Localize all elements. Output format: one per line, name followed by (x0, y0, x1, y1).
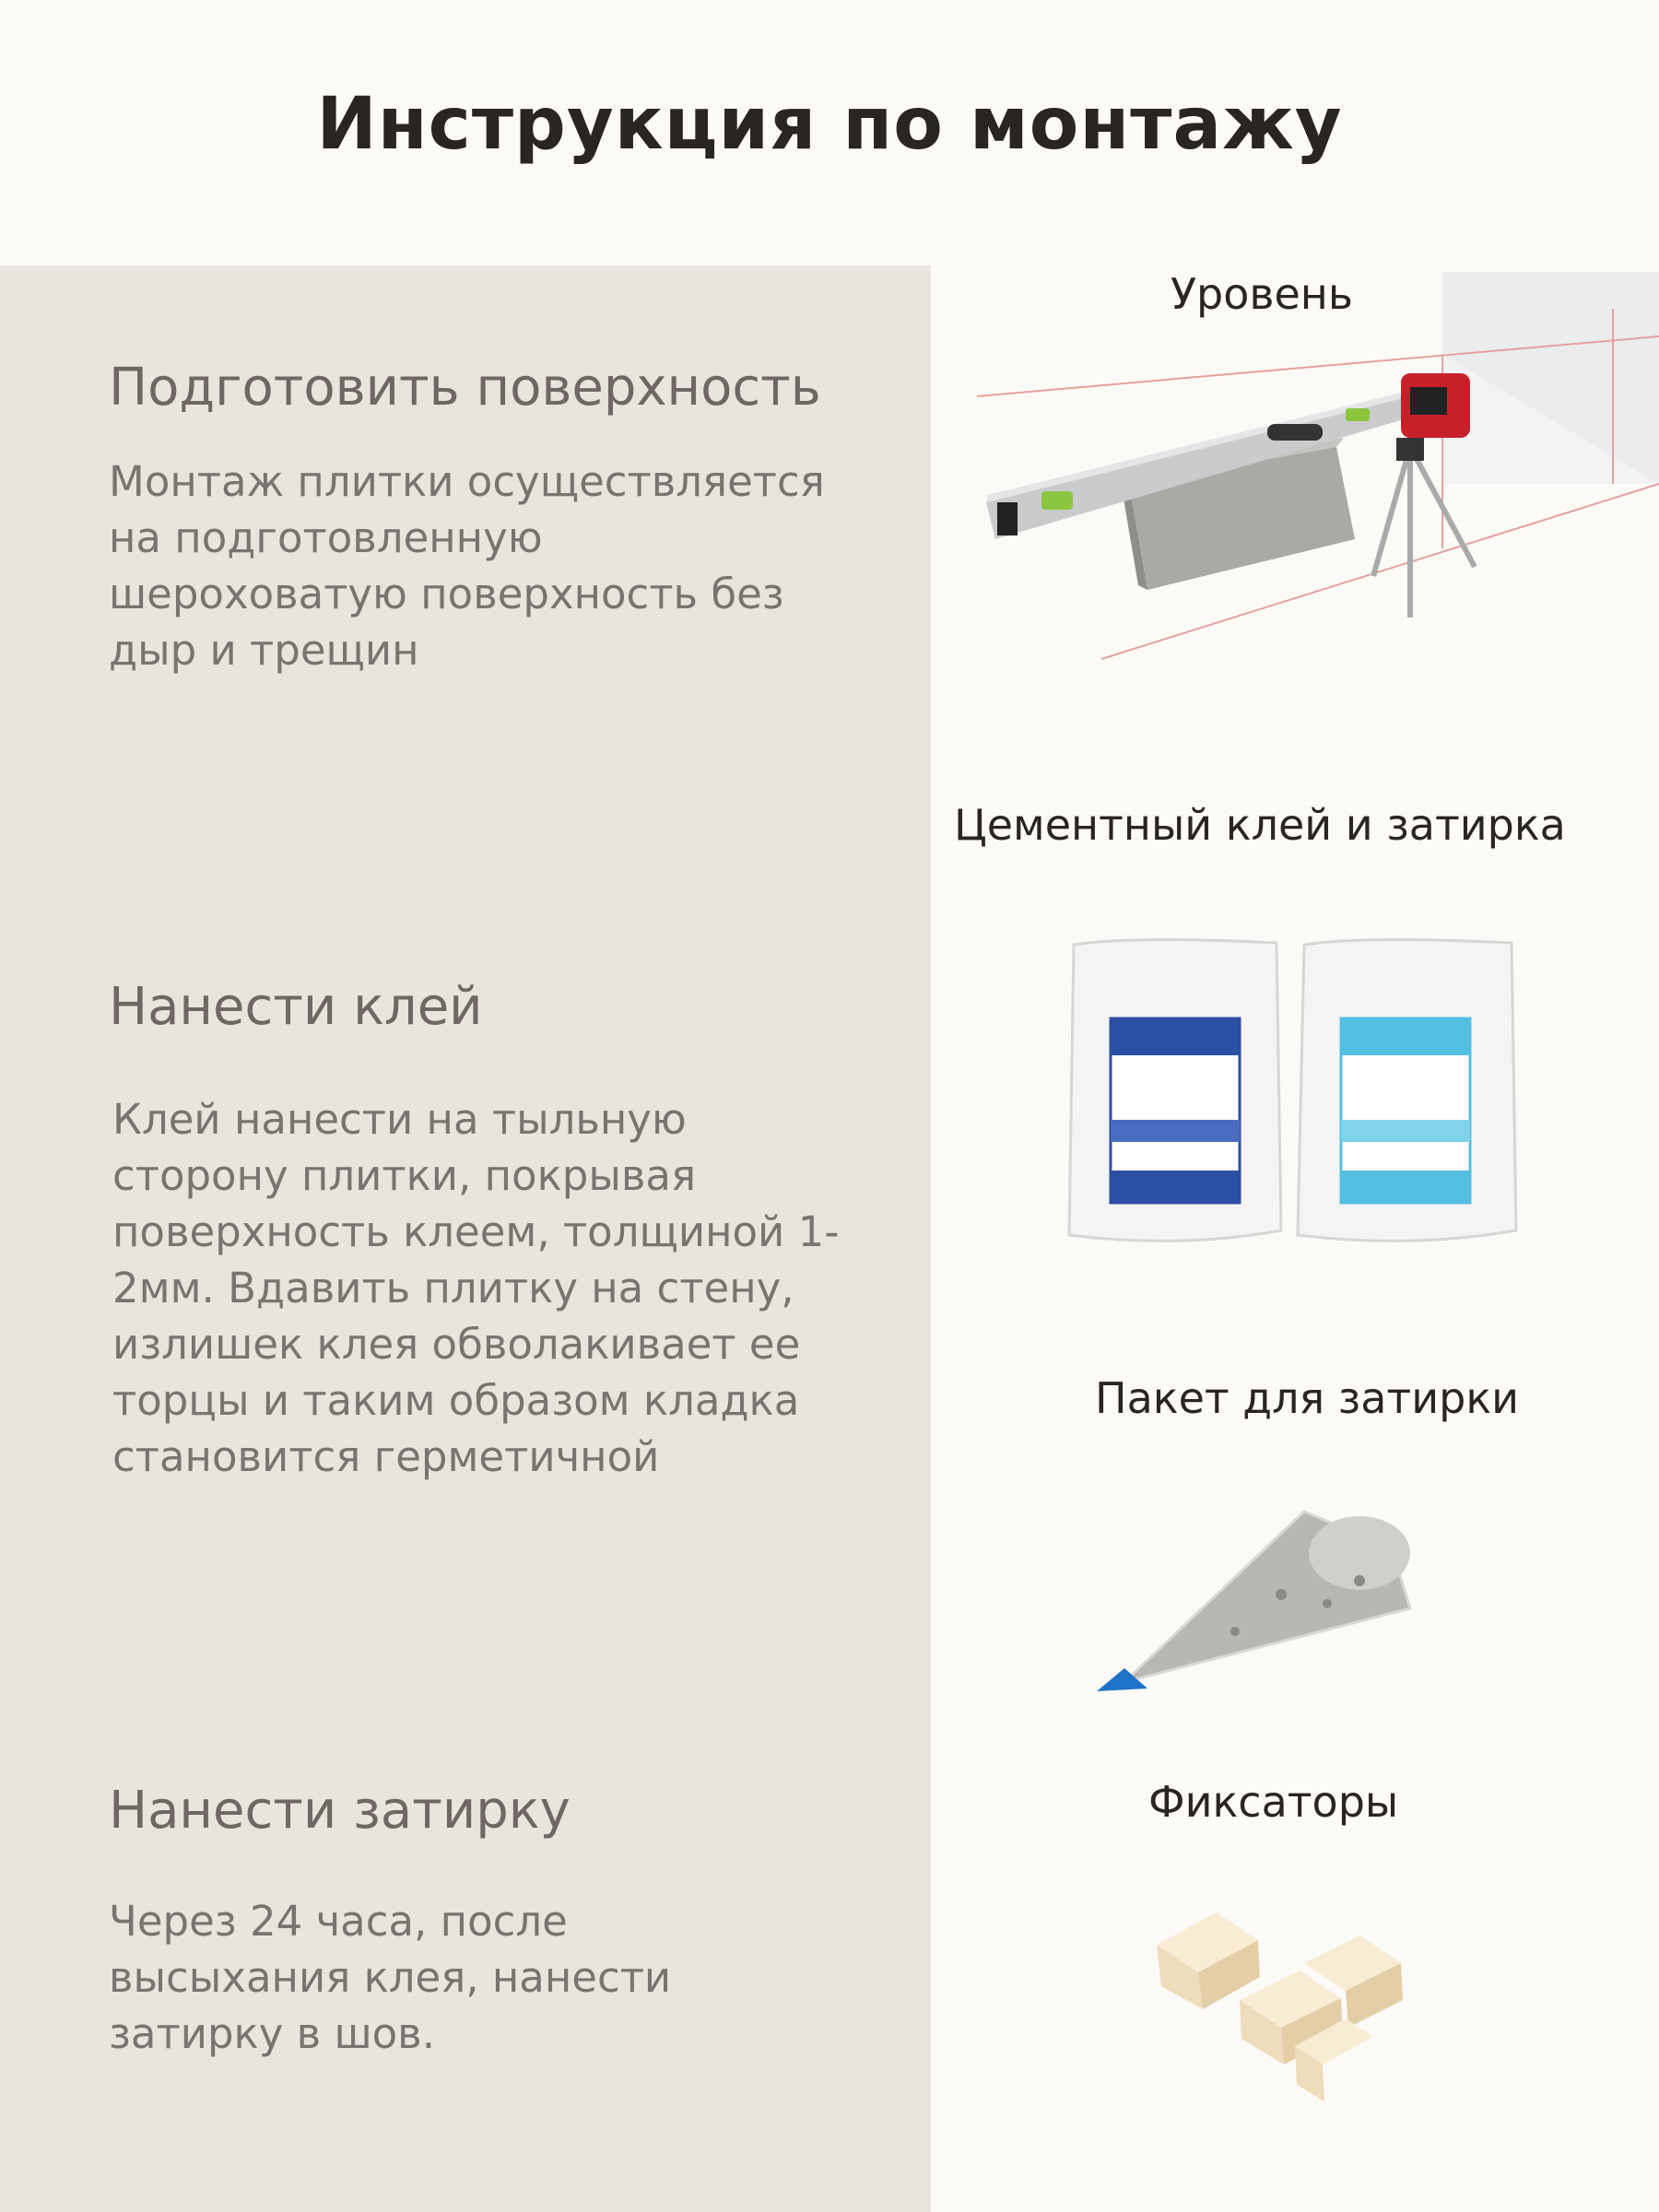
tool-label-level: Уровень (1171, 269, 1353, 319)
step-3-text: Через 24 часа, после высыхания клея, нанести затирку в шов. (109, 1897, 672, 2058)
laser-level-image (977, 272, 1659, 677)
tool-label-spacers: Фиксаторы (1148, 1777, 1399, 1827)
step-2-text: Клей нанести на тыльную сторону плитки, покрывая поверхность клеем, толщиной 1-2мм. Вдавить плитку на стену, излишек клея обволакивает ее торцы и таким образом кладка становится герметичной (112, 1095, 840, 1481)
tile-spacers-image (1138, 1871, 1433, 2111)
cement-bags-image (1060, 935, 1521, 1253)
step-1-text: Монтаж плитки осуществляется на подготовленную шероховатую поверхность без дыр и трещин (109, 457, 825, 675)
step-2-heading: Нанести клей (109, 977, 483, 1037)
grout-bag-image (1097, 1493, 1429, 1705)
step-3-heading: Нанести затирку (109, 1781, 571, 1841)
page-title: Инструкция по монтажу (316, 83, 1343, 166)
tool-label-grout-bag: Пакет для затирки (1095, 1373, 1519, 1423)
step-1-heading: Подготовить поверхность (109, 358, 821, 418)
tool-label-cement: Цементный клей и затирка (954, 800, 1566, 850)
